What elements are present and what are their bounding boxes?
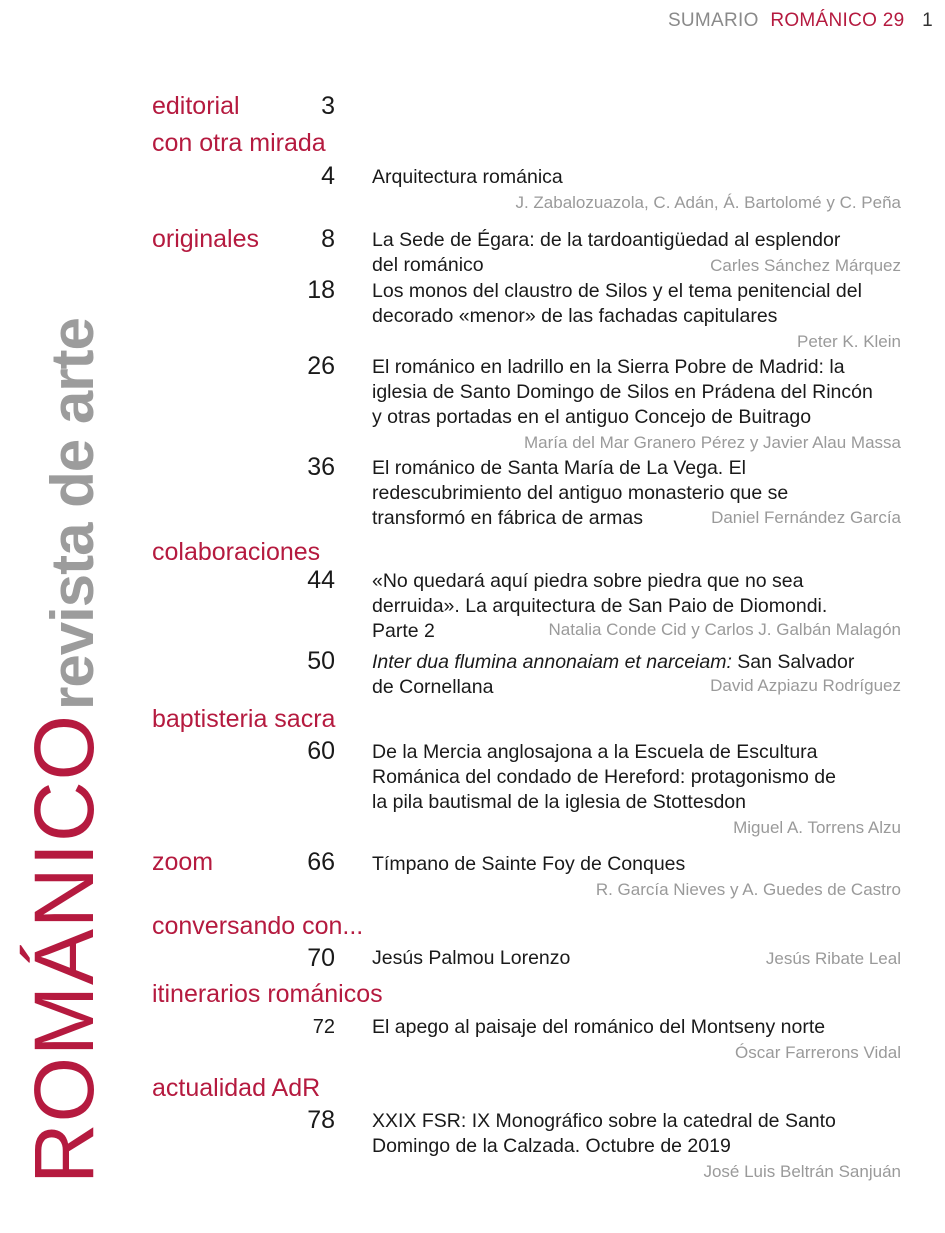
article-title[interactable]: Arquitectura románica [372,166,563,188]
article-author: José Luis Beltrán Sanjuán [703,1162,901,1181]
page-number[interactable]: 44 [307,566,335,594]
section-colaboraciones[interactable]: colaboraciones [152,538,321,566]
article-author: Peter K. Klein [797,332,901,351]
page-number[interactable]: 78 [307,1106,335,1134]
article-title[interactable]: redescubrimiento del antiguo monasterio que se [372,482,789,504]
article-author: María del Mar Granero Pérez y Javier Alau Massa [524,433,901,452]
page-number[interactable]: 36 [307,453,335,481]
section-originales[interactable]: originales [152,225,260,253]
article-title[interactable]: «No quedará aquí piedra sobre piedra que no sea [372,570,804,592]
section-con-otra-mirada[interactable]: con otra mirada [152,129,326,157]
masthead-title: ROMÁNICO [17,714,111,1184]
article-title[interactable]: de Cornellana [372,676,494,698]
article-author: Jesús Ribate Leal [765,949,901,968]
article-title[interactable]: Parte 2 [372,620,435,642]
article-title[interactable]: decorado «menor» de las fachadas capitulares [372,305,778,327]
article-title[interactable]: De la Mercia anglosajona a la Escuela de Escultura [372,741,818,763]
page-number[interactable]: 26 [307,352,335,380]
section-itinerarios-romanicos[interactable]: itinerarios románicos [152,980,383,1008]
article-title[interactable]: El románico de Santa María de La Vega. El [372,457,746,479]
article-author: David Azpiazu Rodríguez [710,676,901,695]
article-title[interactable]: Románica del condado de Hereford: protagonismo de [372,766,836,788]
article-title-rest: San Salvador [731,651,855,673]
page-number[interactable]: 3 [321,92,335,120]
running-header [668,10,933,32]
article-author: R. García Nieves y A. Guedes de Castro [595,880,901,899]
article-author: Natalia Conde Cid y Carlos J. Galbán Malagón [548,620,901,639]
article-title[interactable]: la pila bautismal de la iglesia de Stottesdon [372,791,746,813]
page-number[interactable]: 4 [321,162,335,190]
header-magazine: ROMÁNICO 29 [770,10,905,31]
section-actualidad-adr[interactable]: actualidad AdR [152,1074,321,1102]
vertical-masthead [17,318,111,1184]
article-author: Óscar Farrerons Vidal [735,1043,901,1062]
article-title[interactable]: Los monos del claustro de Silos y el tema penitencial del [372,280,862,302]
article-title[interactable]: Tímpano de Sainte Foy de Conques [372,853,686,875]
article-author: Miguel A. Torrens Alzu [733,818,901,837]
page-number[interactable]: 72 [312,1016,335,1038]
page-number[interactable]: 50 [307,647,335,675]
article-title[interactable]: transformó en fábrica de armas [372,507,643,529]
page-number[interactable]: 70 [307,944,335,972]
article-title[interactable] [372,650,854,675]
page-number[interactable]: 66 [307,848,335,876]
header-section: SUMARIO [667,10,759,31]
article-title[interactable]: Domingo de la Calzada. Octubre de 2019 [372,1135,731,1157]
masthead-subtitle: revista de arte [39,318,106,710]
article-author: Carles Sánchez Márquez [710,256,901,275]
section-editorial[interactable]: editorial [152,92,240,120]
article-title[interactable]: iglesia de Santo Domingo de Silos en Prádena del Rincón [372,381,873,403]
header-page-number: 1 [922,10,933,31]
article-title[interactable]: del románico [372,254,484,276]
article-title[interactable]: y otras portadas en el antiguo Concejo de Buitrago [372,406,812,428]
article-title[interactable]: derruida». La arquitectura de San Paio de Diomondi. [372,595,828,617]
article-author: J. Zabalozuazola, C. Adán, Á. Bartolomé y C. Peña [515,193,901,212]
page-number[interactable]: 60 [307,737,335,765]
article-author: Daniel Fernández García [711,508,901,527]
article-title[interactable]: La Sede de Égara: de la tardoantigüedad al esplendor [372,229,841,251]
page-number[interactable]: 18 [307,276,335,304]
section-conversando-con[interactable]: conversando con... [152,912,364,940]
section-baptisteria-sacra[interactable]: baptisteria sacra [152,705,336,733]
article-title[interactable]: El románico en ladrillo en la Sierra Pobre de Madrid: la [372,356,845,378]
page-number[interactable]: 8 [321,225,335,253]
article-title[interactable]: Jesús Palmou Lorenzo [372,947,571,969]
article-title-latin: Inter dua flumina annonaiam et narceiam: [372,651,732,673]
article-title[interactable]: XXIX FSR: IX Monográfico sobre la catedral de Santo [372,1110,836,1132]
section-zoom[interactable]: zoom [152,848,214,876]
article-title[interactable]: El apego al paisaje del románico del Montseny norte [372,1016,826,1038]
